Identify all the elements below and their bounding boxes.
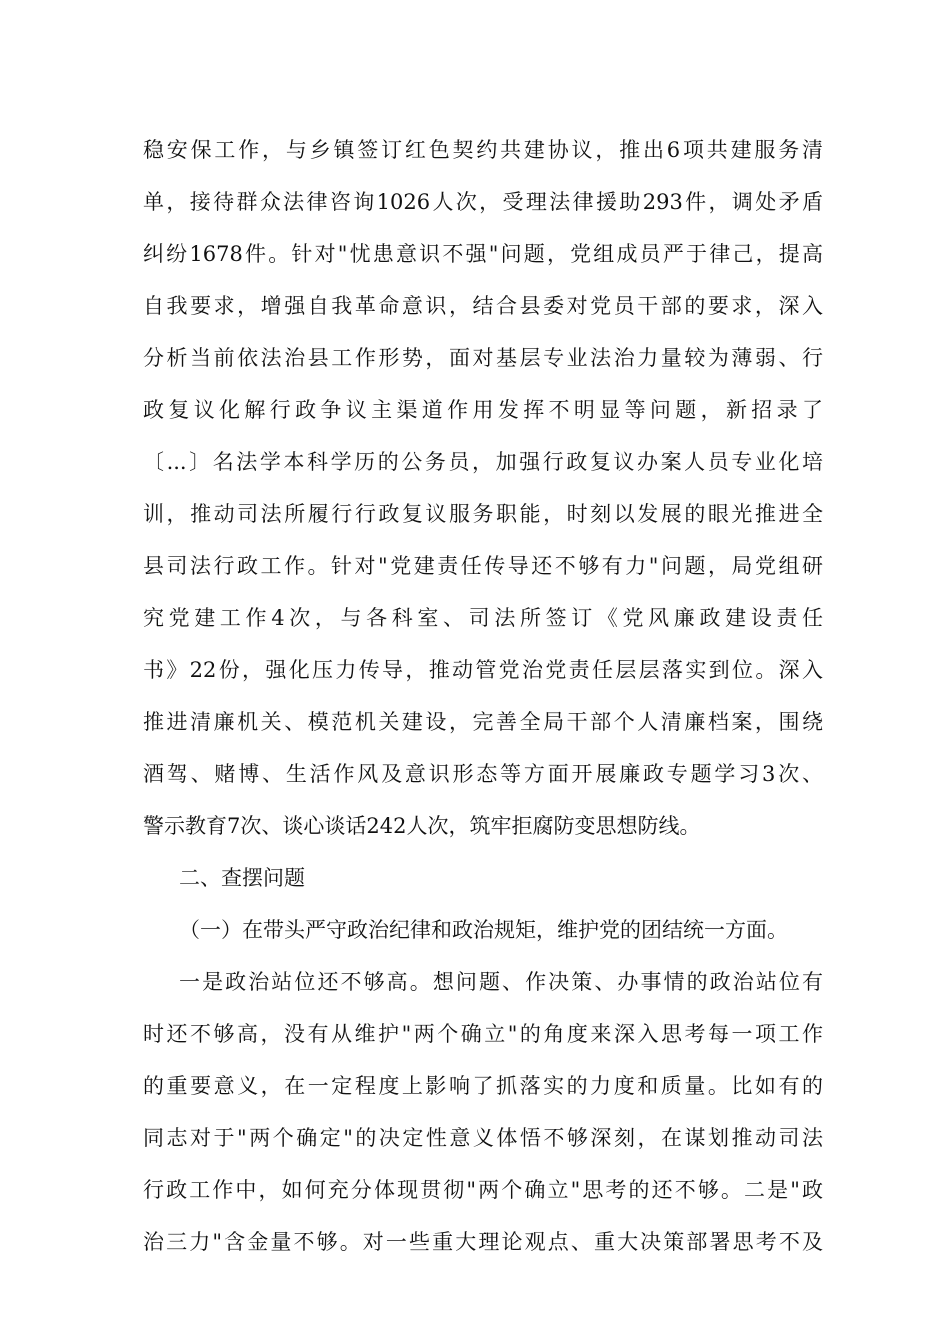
paragraph-line: 时还不够高，没有从维护"两个确立"的角度来深入思考每一项工作 — [143, 1022, 823, 1046]
paragraph-line: 单，接待群众法律咨询1026人次，受理法律援助293件，调处矛盾 — [143, 190, 823, 214]
paragraph-line: 同志对于"两个确定"的决定性意义体悟不够深刻，在谋划推动司法 — [143, 1126, 823, 1150]
paragraph-line: 分析当前依法治县工作形势，面对基层专业法治力量较为薄弱、行 — [143, 346, 823, 370]
paragraph-line: 一是政治站位还不够高。想问题、作决策、办事情的政治站位有 — [179, 970, 823, 994]
paragraph-line: 推进清廉机关、模范机关建设，完善全局干部个人清廉档案，围绕 — [143, 710, 823, 734]
paragraph-line: 的重要意义，在一定程度上影响了抓落实的力度和质量。比如有的 — [143, 1074, 823, 1098]
paragraph-line: 行政工作中，如何充分体现贯彻"两个确立"思考的还不够。二是"政 — [143, 1178, 823, 1202]
paragraph-line: 自我要求，增强自我革命意识，结合县委对党员干部的要求，深入 — [143, 294, 823, 318]
paragraph-line: 酒驾、赌博、生活作风及意识形态等方面开展廉政专题学习3次、 — [143, 762, 823, 786]
paragraph-line: 政复议化解行政争议主渠道作用发挥不明显等问题，新招录了 — [143, 398, 823, 422]
section-heading: 二、查摆问题 — [179, 866, 305, 890]
paragraph-line: 县司法行政工作。针对"党建责任传导还不够有力"问题，局党组研 — [143, 554, 823, 578]
paragraph-line: 书》22份，强化压力传导，推动管党治党责任层层落实到位。深入 — [143, 658, 823, 682]
paragraph-line: 纠纷1678件。针对"忧患意识不强"问题，党组成员严于律己，提高 — [143, 242, 823, 266]
document-body — [143, 131, 823, 1275]
sub-heading: （一）在带头严守政治纪律和政治规矩，维护党的团结统一方面。 — [179, 918, 788, 942]
paragraph-line: 究党建工作4次，与各科室、司法所签订《党风廉政建设责任 — [143, 606, 823, 630]
paragraph-line: 治三力"含金量不够。对一些重大理论观点、重大决策部署思考不及 — [143, 1230, 823, 1254]
paragraph-line: 警示教育7次、谈心谈话242人次，筑牢拒腐防变思想防线。 — [143, 814, 701, 838]
paragraph-line: 〔...〕名法学本科学历的公务员，加强行政复议办案人员专业化培 — [143, 450, 823, 474]
paragraph-line: 稳安保工作，与乡镇签订红色契约共建协议，推出6项共建服务清 — [143, 138, 823, 162]
paragraph-line: 训，推动司法所履行行政复议服务职能，时刻以发展的眼光推进全 — [143, 502, 823, 526]
